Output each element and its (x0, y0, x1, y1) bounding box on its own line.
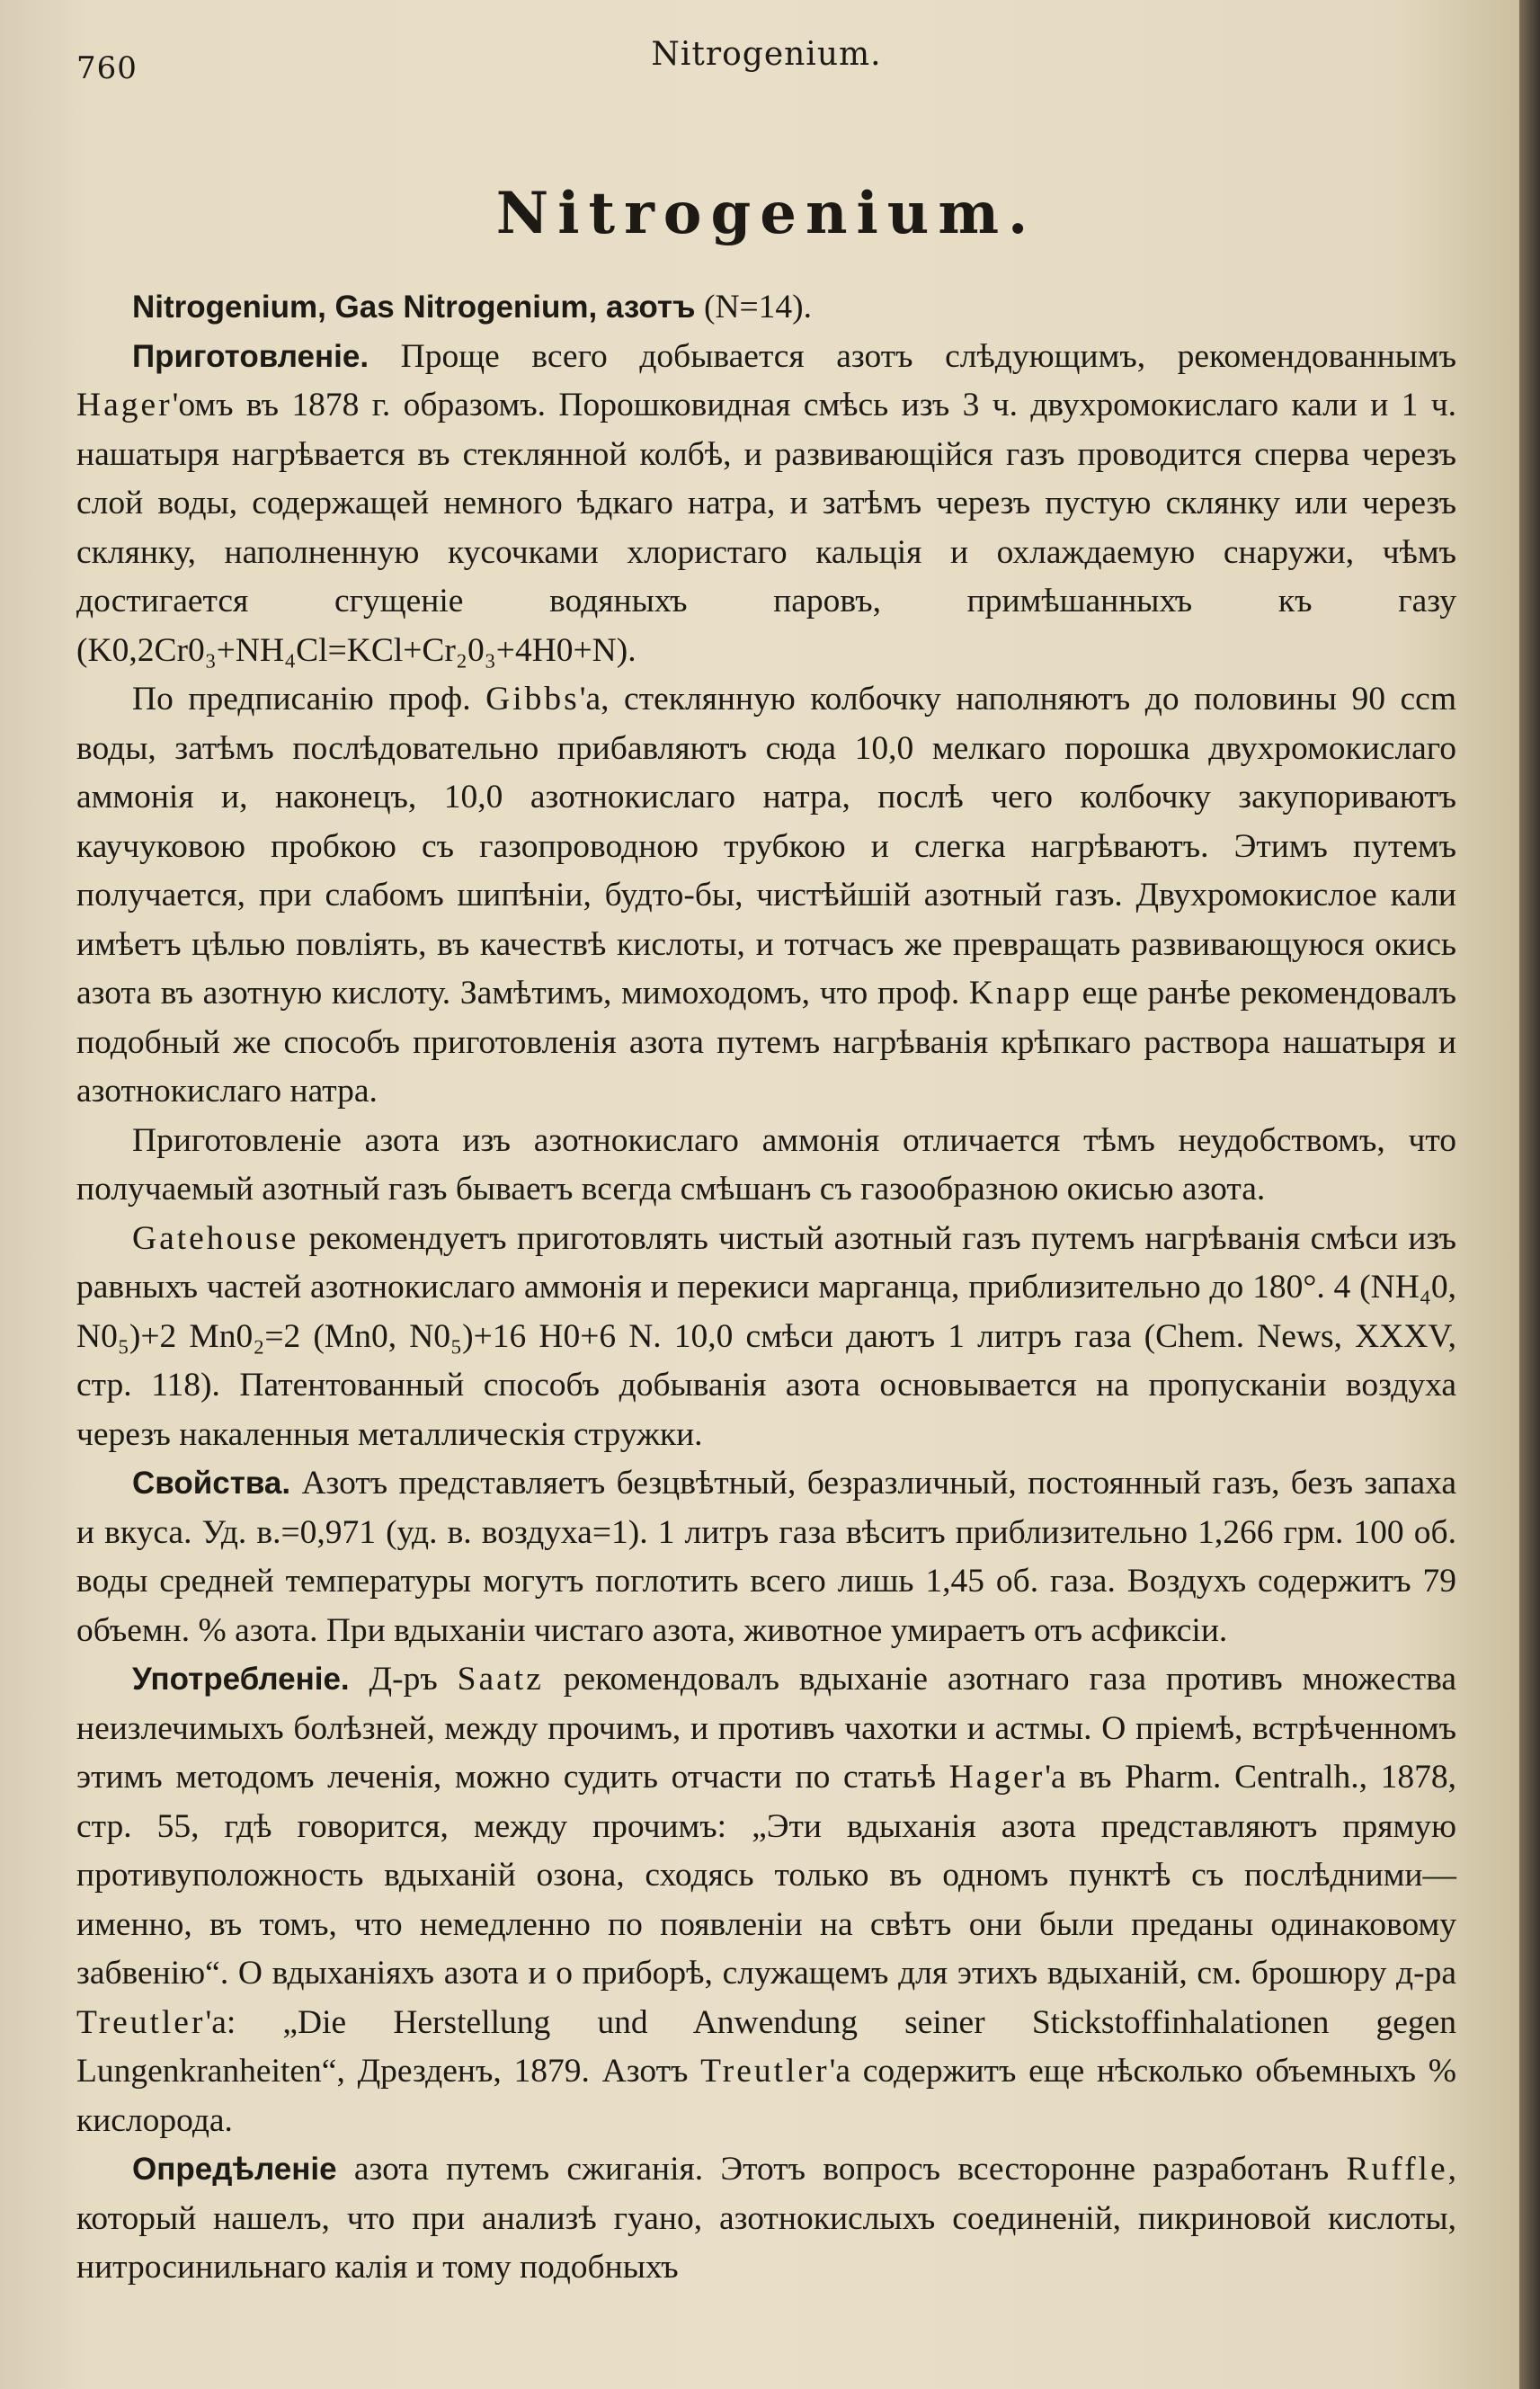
preparation-heading: Приготовленіе. (132, 338, 369, 374)
properties-heading: Свойства. (132, 1466, 291, 1501)
intro-names: Nitrogenium, Gas Nitrogenium, азотъ (132, 290, 696, 325)
author-name: Gatehouse (132, 1219, 299, 1257)
text-run: Проще всего добывается азотъ слѣдующимъ, рекомендованнымъ (369, 337, 1456, 375)
text-run: Азотъ представляетъ безцвѣтный, безразличный, постоянный газъ, безъ запаха и вкуса. Уд. в.=0,971 (уд. в. воздуха=1). 1 литръ газа вѣситъ приблизительно 1,266 грм. 100 об. воды средней температуры могутъ поглотить всего лишь 1,45 об. газа. Воздухъ содержитъ 79 объемн. % азота. При вдыханіи чистаго азота, животное умираетъ отъ асфиксіи. (76, 1465, 1456, 1649)
text-run: 'омъ въ 1878 г. образомъ. Порошковидная смѣсь изъ 3 ч. двухромокислаго кали и 1 ч. нашатыря нагрѣвается въ стеклянной колбѣ, и развивающійся газъ проводится сперва черезъ слой воды, содержащей немного ѣдкаго натра, и затѣмъ черезъ пустую склянку или черезъ склянку, наполненную кусочками хлористаго кальція и охлаждаемую снаружи, чѣмъ достигается сгущеніе водяныхъ паровъ, примѣшанныхъ къ газу (K0,2Cr0₃+NH₄Cl=KCl+Cr₂0₃+4H0+N). (76, 387, 1456, 669)
text-run: , который нашелъ, что при анализѣ гуано, азотнокислыхъ соединеній, пикриновой кислоты, нитросинильнаго калія и тому подобныхъ (76, 2151, 1456, 2286)
text-run: 'a: „Die Herstellung und Anwendung seiner Stickstoffinhalationen gegen Lungenkranheiten“, Дрезденъ, 1879. Азотъ (76, 2003, 1456, 2090)
article-title: Nitrogenium. (495, 180, 1037, 247)
text-run: По предписанію проф. (132, 681, 486, 718)
author-name: Treutler (700, 2053, 830, 2090)
preparation-paragraph-3: Приготовленіе азота изъ азотнокислаго аммонія отличается тѣмъ неудобствомъ, что получаемый азотный газъ бываетъ всегда смѣшанъ съ газообразною окисью азота. (76, 1121, 1456, 1208)
text-run: еще ранѣе рекомендовалъ подобный же способъ приготовленія азота путемъ нагрѣванія крѣпкаго раствора нашатыря и азотнокислаго натра. (76, 975, 1456, 1110)
article-body (76, 283, 1456, 2293)
author-name: Hager (948, 1759, 1046, 1796)
author-name: Hager (76, 387, 173, 423)
intro-formula: (N=14). (695, 289, 813, 325)
page-number: 760 (76, 50, 138, 86)
text-run: азота путемъ сжиганія. Этотъ вопросъ всесторонне разработанъ (336, 2151, 1347, 2188)
properties-paragraph (76, 1459, 1456, 1655)
author-name: Ruffle (1346, 2151, 1448, 2188)
text-run: 'a содержитъ еще нѣсколько объемныхъ % кислорода. (76, 2053, 1456, 2139)
text-run: 'a въ Pharm. Centralh., 1878, стр. 55, гдѣ говорится, между прочимъ: „Эти вдыханія азота представляютъ прямую противуположность вдыханій озона, сходясь только въ одномъ пунктѣ съ послѣдними—именно, въ томъ, что немедленно по появленіи на свѣтъ они были преданы одинаковому забвенію“. О вдыханіяхъ азота и о приборѣ, служащемъ для этихъ вдыханій, см. брошюру д-ра (76, 1759, 1456, 1992)
determination-paragraph (76, 2145, 1456, 2293)
determination-heading: Опредѣленіе (132, 2152, 337, 2187)
preparation-paragraph-2 (76, 675, 1456, 1117)
author-name: Saatz (457, 1661, 544, 1698)
author-name: Treutler (76, 2003, 206, 2041)
running-title: Nitrogenium. (651, 36, 882, 73)
page-edge (1519, 0, 1540, 2389)
running-head (76, 27, 1456, 86)
author-name: Knapp (968, 975, 1073, 1012)
text-run: Д-ръ (349, 1661, 458, 1698)
author-name: Gibbs (485, 681, 580, 718)
text-run: 'a, стеклянную колбочку наполняютъ до половины 90 ccm воды, затѣмъ послѣдовательно прибавляютъ сюда 10,0 мелкаго порошка двухромокислаго аммонія и, наконецъ, 10,0 азотнокислаго натра, послѣ чего колбочку закупориваютъ каучуковою пробкою съ газопроводною трубкою и слегка нагрѣваютъ. Этимъ путемъ получается, при слабомъ шипѣніи, будто-бы, чистѣйшій азотный газъ. Двухромокислое кали имѣетъ цѣлью повліять, въ качествѣ кислоты, и тотчасъ же превращать развивающуюся окись азота въ азотную кислоту. Замѣтимъ, мимоходомъ, что проф. (76, 681, 1456, 1012)
intro-paragraph (76, 283, 1456, 333)
text-run: рекомендовалъ вдыханіе азотнаго газа противъ множества неизлечимыхъ болѣзней, между прочимъ, и противъ чахотки и астмы. О пріемѣ, встрѣченномъ этимъ методомъ леченія, можно судить отчасти по статьѣ (76, 1661, 1456, 1796)
usage-heading: Употребленіе. (132, 1662, 350, 1697)
preparation-paragraph-1 (76, 333, 1456, 676)
text-run: рекомендуетъ приготовлять чистый азотный газъ путемъ нагрѣванія смѣси изъ равныхъ частей азотнокислаго аммонія и перекиси марганца, приблизительно до 180°. 4 (NH₄0, N0₅)+2 Mn0₂=2 (Mn0, N0₅)+16 H0+6 N. 10,0 смѣси даютъ 1 литръ газа (Chem. News, XXXV, стр. 118). Патентованный способъ добыванія азота основывается на пропусканіи воздуха черезъ накаленныя металлическія стружки. (76, 1219, 1456, 1453)
usage-paragraph (76, 1655, 1456, 2145)
preparation-paragraph-4 (76, 1215, 1456, 1460)
